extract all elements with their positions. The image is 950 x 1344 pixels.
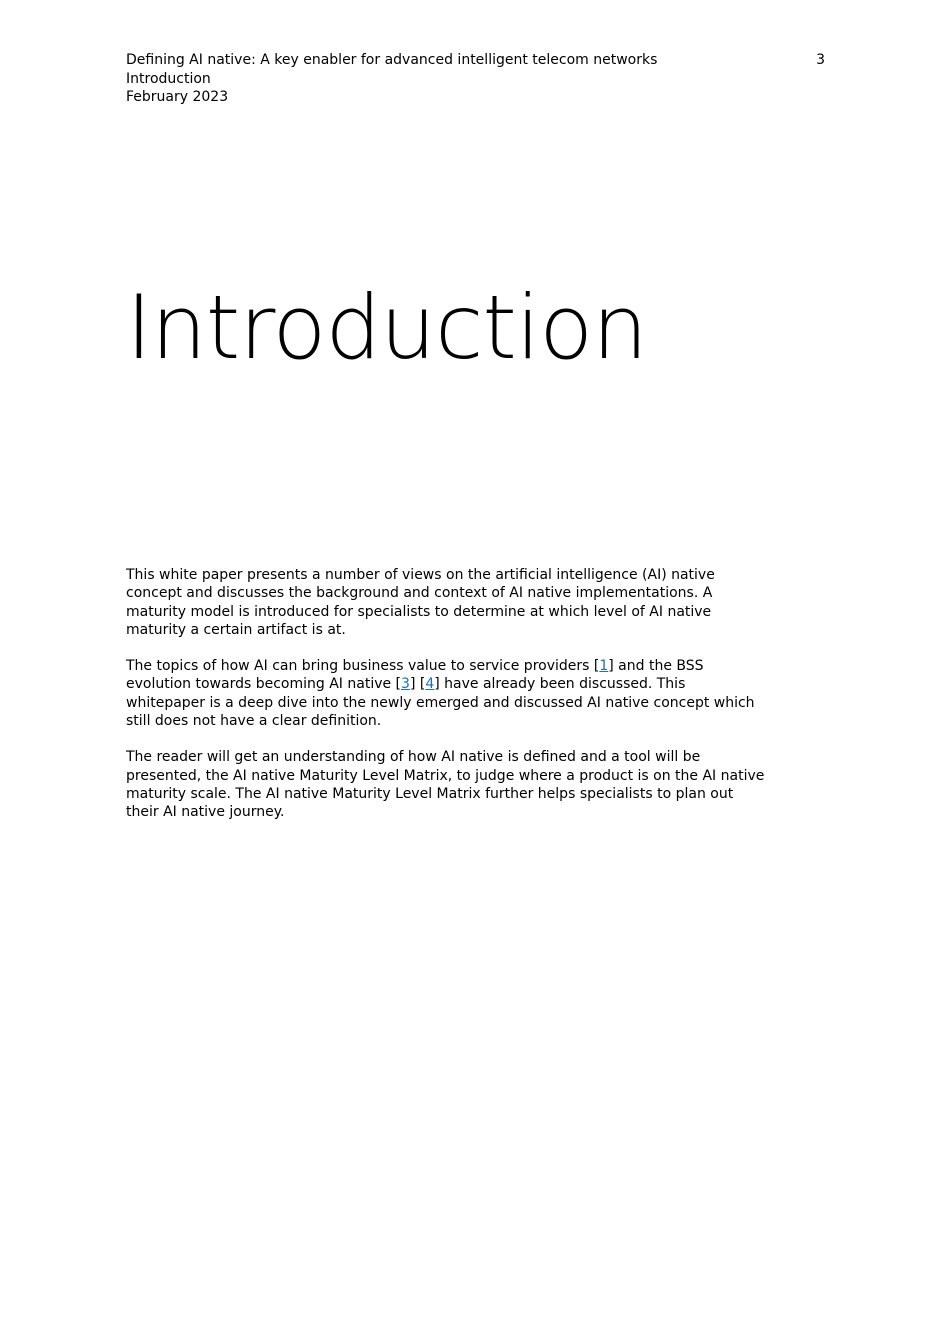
header-document-title: Defining AI native: A key enabler for advanced intelligent telecom networks (126, 52, 658, 68)
reference-link-3[interactable]: 3 (401, 676, 410, 693)
reference-link-1[interactable]: 1 (599, 658, 609, 675)
page-number: 3 (816, 52, 825, 68)
running-header (126, 51, 657, 107)
paragraph-2-text-3: ] [ (409, 676, 426, 693)
paragraph-2-text-2: ] and the BSS evolution towards becoming AI native [ (126, 658, 704, 693)
header-date: February 2023 (126, 89, 229, 105)
paragraph-1: This white paper presents a number of views on the artificial intelligence (AI) native concept and discusses the background and context of AI native implementations. A maturity model is introduced for specialists to determine at which level of AI native maturity a certain artifact is at. (126, 567, 715, 638)
paragraph-3: The reader will get an understanding of how AI native is defined and a tool will be presented, the AI native Maturity Level Matrix, to judge where a product is on the AI native maturity scale. The AI native Maturity Level Matrix further helps specialists to plan out their AI native journey. (126, 749, 765, 821)
paragraph-2 (126, 657, 766, 730)
page-title: Introduction (126, 276, 647, 379)
paragraph-2-text-4: ] have already been discussed. This whitepaper is a deep dive into the newly emerged and discussed AI native concept which still does not have a clear definition. (126, 676, 755, 730)
paragraph-2-text-1: The topics of how AI can bring business value to service providers [ (126, 658, 600, 675)
reference-link-4[interactable]: 4 (425, 676, 435, 693)
header-section-name: Introduction (126, 70, 211, 87)
body-text (126, 566, 766, 840)
